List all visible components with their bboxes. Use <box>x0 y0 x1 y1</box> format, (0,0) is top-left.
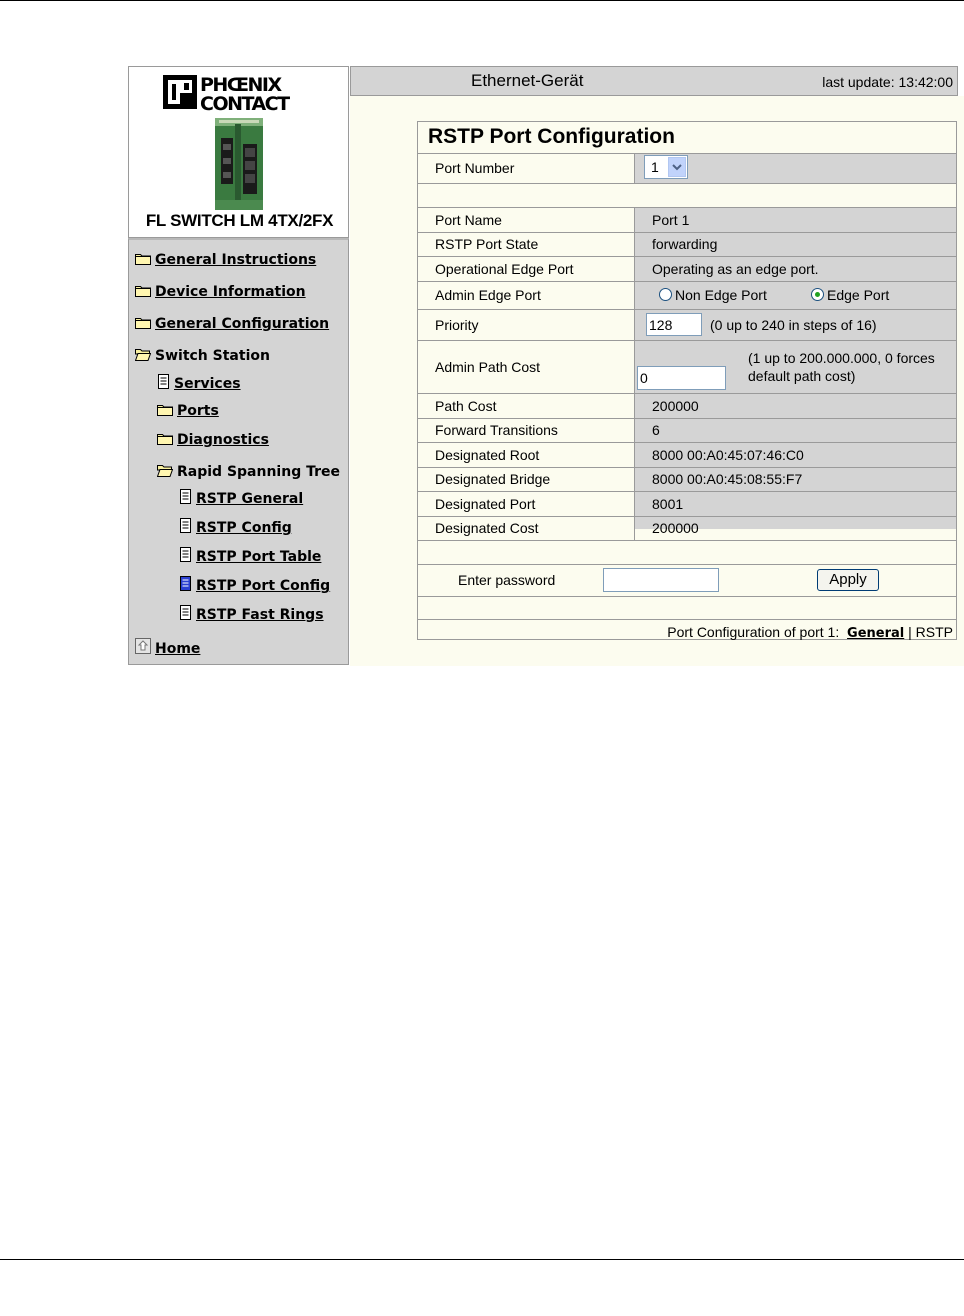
port-config-footer: Port Configuration of port 1: General | RSTP <box>667 624 953 641</box>
content-area <box>350 96 964 666</box>
radio-unselected-icon <box>659 288 672 301</box>
divider <box>418 491 956 492</box>
password-input[interactable] <box>603 568 719 592</box>
edge-port-radio[interactable]: Edge Port <box>811 287 889 303</box>
divider <box>418 281 956 282</box>
rstp-port-state-value: forwarding <box>652 236 718 252</box>
nav-services[interactable]: Services <box>157 374 241 392</box>
priority-label: Priority <box>435 317 479 333</box>
folder-closed-icon <box>135 316 151 329</box>
page-title: RSTP Port Configuration <box>428 125 675 148</box>
non-edge-port-radio[interactable]: Non Edge Port <box>659 287 767 303</box>
divider <box>418 540 956 541</box>
header-title: Ethernet-Gerät <box>471 71 584 90</box>
folder-closed-icon <box>135 252 151 265</box>
header-bar <box>350 66 958 96</box>
admin-path-cost-hint-line2: default path cost) <box>748 368 856 384</box>
priority-input[interactable] <box>646 313 702 336</box>
divider <box>418 596 956 597</box>
operational-edge-port-value: Operating as an edge port. <box>652 261 819 277</box>
folder-open-icon <box>135 348 151 361</box>
rstp-port-config-form <box>417 121 957 640</box>
nav-rapid-spanning-tree[interactable]: Rapid Spanning Tree <box>157 464 340 480</box>
path-cost-value: 200000 <box>652 398 699 414</box>
designated-bridge-value: 8000 00:A0:45:08:55:F7 <box>652 471 803 487</box>
path-cost-label: Path Cost <box>435 398 497 414</box>
phoenix-contact-logo <box>162 72 318 112</box>
navigation-tree <box>128 238 349 665</box>
port-name-value: Port 1 <box>652 212 690 228</box>
chevron-down-icon <box>668 157 686 177</box>
divider <box>418 516 956 517</box>
svg-text:PHŒNIX: PHŒNIX <box>200 74 281 96</box>
divider <box>418 340 956 341</box>
divider <box>418 183 956 184</box>
nav-general-instructions[interactable]: General Instructions <box>135 252 316 268</box>
nav-home[interactable]: Home <box>135 638 200 657</box>
designated-port-value: 8001 <box>652 496 684 512</box>
divider <box>418 207 956 208</box>
operational-edge-port-label: Operational Edge Port <box>435 261 574 277</box>
nav-diagnostics[interactable]: Diagnostics <box>157 432 269 448</box>
admin-edge-port-label: Admin Edge Port <box>435 287 541 303</box>
divider <box>418 442 956 443</box>
divider <box>418 418 956 419</box>
designated-port-label: Designated Port <box>435 496 536 512</box>
divider <box>418 256 956 257</box>
folder-open-icon <box>157 464 173 477</box>
divider <box>418 232 956 233</box>
rstp-link: RSTP <box>915 624 953 640</box>
page-bottom-rule <box>0 1259 964 1260</box>
forward-transitions-label: Forward Transitions <box>435 422 558 438</box>
enter-password-label: Enter password <box>458 572 556 588</box>
general-link[interactable]: General <box>847 626 905 641</box>
admin-path-cost-input[interactable] <box>637 366 726 390</box>
nav-device-information[interactable]: Device Information <box>135 284 306 300</box>
document-icon <box>179 547 192 562</box>
designated-root-label: Designated Root <box>435 447 540 463</box>
priority-hint: (0 up to 240 in steps of 16) <box>710 317 877 333</box>
admin-path-cost-hint-line1: (1 up to 200.000.000, 0 forces <box>748 350 935 366</box>
folder-closed-icon <box>157 403 173 416</box>
nav-rstp-port-config[interactable]: RSTP Port Config <box>179 576 330 594</box>
divider <box>418 393 956 394</box>
column-divider <box>634 153 635 183</box>
nav-switch-station[interactable]: Switch Station <box>135 348 270 364</box>
nav-rstp-port-table[interactable]: RSTP Port Table <box>179 547 321 565</box>
divider <box>418 309 956 310</box>
document-icon <box>179 518 192 533</box>
active-document-icon <box>179 576 192 591</box>
port-name-label: Port Name <box>435 212 502 228</box>
nav-rstp-fast-rings[interactable]: RSTP Fast Rings <box>179 605 324 623</box>
designated-cost-label: Designated Cost <box>435 520 539 536</box>
document-icon <box>179 605 192 620</box>
svg-text:CONTACT: CONTACT <box>200 93 289 112</box>
page-top-rule <box>0 0 964 1</box>
nav-rstp-config[interactable]: RSTP Config <box>179 518 292 536</box>
port-number-select[interactable]: 1 <box>644 155 688 179</box>
nav-general-configuration[interactable]: General Configuration <box>135 316 329 332</box>
divider <box>418 564 956 565</box>
apply-button[interactable]: Apply <box>817 569 879 591</box>
nav-ports[interactable]: Ports <box>157 403 219 419</box>
forward-transitions-value: 6 <box>652 422 660 438</box>
device-title: FL SWITCH LM 4TX/2FX <box>145 211 334 230</box>
folder-closed-icon <box>157 432 173 445</box>
nav-rstp-general[interactable]: RSTP General <box>179 489 303 507</box>
last-update-text: last update: 13:42:00 <box>822 74 953 90</box>
port-number-label: Port Number <box>435 160 515 176</box>
home-icon <box>135 638 151 654</box>
rstp-port-state-label: RSTP Port State <box>435 236 539 252</box>
logo-area <box>128 66 349 238</box>
document-icon <box>157 374 170 389</box>
radio-selected-icon <box>811 288 824 301</box>
column-divider <box>634 207 635 540</box>
divider <box>418 467 956 468</box>
folder-closed-icon <box>135 284 151 297</box>
designated-bridge-label: Designated Bridge <box>435 471 551 487</box>
admin-path-cost-label: Admin Path Cost <box>435 359 541 375</box>
switch-device-image <box>213 114 265 212</box>
designated-cost-value: 200000 <box>652 520 699 536</box>
document-icon <box>179 489 192 504</box>
left-panel <box>128 66 349 665</box>
divider <box>418 619 956 620</box>
designated-root-value: 8000 00:A0:45:07:46:C0 <box>652 447 804 463</box>
